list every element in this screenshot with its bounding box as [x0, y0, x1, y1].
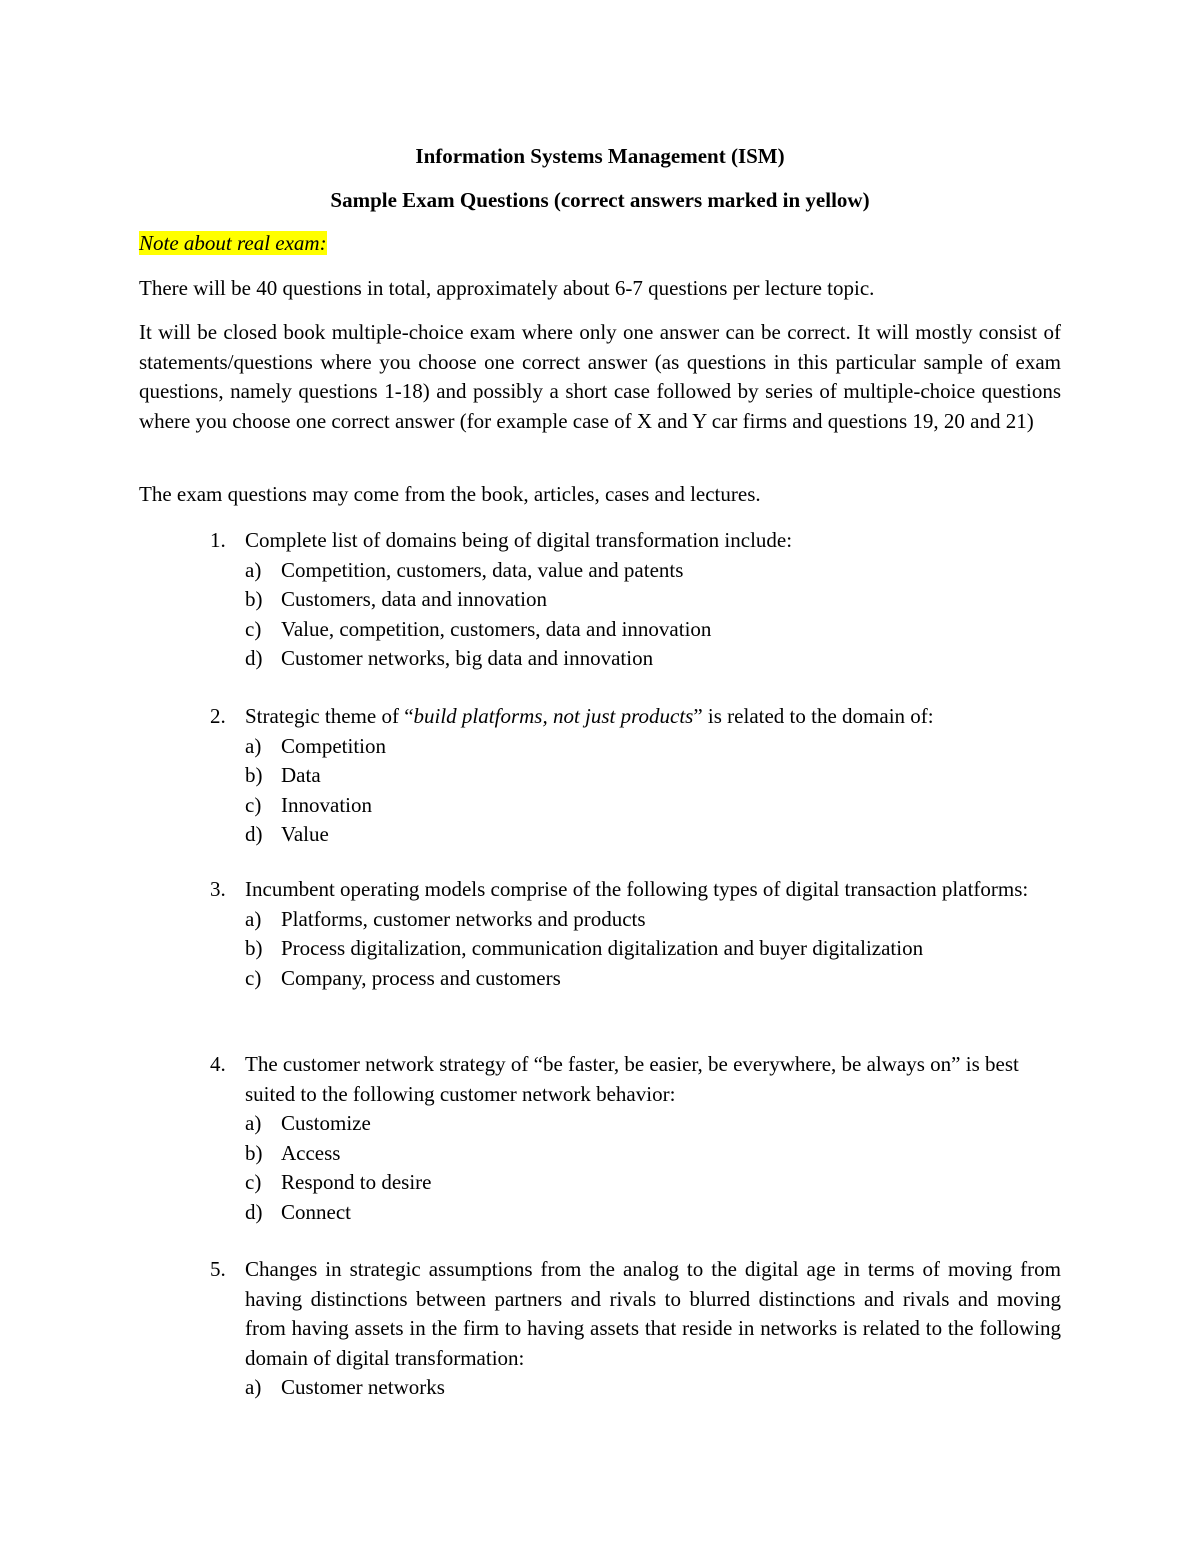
option-letter: b): [245, 587, 263, 611]
option-item: [204, 791, 1061, 821]
question-5: [204, 1255, 1061, 1403]
question-stem: [204, 526, 1061, 556]
document-subtitle: Sample Exam Questions (correct answers marked in yellow): [330, 188, 870, 212]
question-text: Complete list of domains being of digital transformation include:: [245, 528, 793, 552]
intro-paragraph-3: The exam questions may come from the book, articles, cases and lectures.: [139, 482, 761, 506]
option-letter: a): [245, 1111, 262, 1135]
question-4: [204, 1050, 1061, 1227]
question-number: 2.: [210, 704, 226, 728]
question-text: [245, 704, 934, 728]
option-text: Competition: [281, 733, 386, 758]
question-number: 3.: [210, 877, 226, 901]
option-item: [204, 964, 1061, 994]
question-1: [204, 526, 1061, 674]
option-item: [204, 761, 1061, 791]
question-number: 5.: [210, 1257, 226, 1281]
option-item: [204, 1198, 1061, 1228]
option-letter: c): [245, 1170, 262, 1194]
note-label: Note about real exam: [139, 231, 320, 255]
document-page: [139, 0, 1061, 1553]
option-item: [204, 644, 1061, 674]
option-text: Platforms, customer networks and products: [281, 906, 646, 931]
question-stem: [204, 875, 1061, 905]
question-3: [204, 875, 1061, 993]
option-item: [204, 820, 1061, 850]
option-letter: c): [245, 792, 262, 817]
option-text: Access: [281, 1140, 341, 1165]
option-letter: b): [245, 936, 263, 960]
option-item: [204, 1373, 1061, 1403]
option-item: [204, 1139, 1061, 1169]
option-letter: d): [245, 822, 263, 846]
option-letter: b): [245, 763, 263, 787]
option-text: Customer networks, big data and innovation: [281, 646, 654, 670]
option-item: [204, 556, 1061, 586]
option-text: Innovation: [281, 792, 372, 817]
note-colon: :: [319, 231, 327, 255]
option-letter: c): [245, 616, 262, 641]
option-text: Value, competition, customers, data and innovation: [281, 616, 712, 641]
option-text: Customers, data and innovation: [281, 587, 547, 611]
question-text-start: Strategic theme of “: [245, 704, 414, 728]
option-letter: d): [245, 646, 263, 670]
option-text: Customize: [281, 1111, 371, 1135]
options-list: [204, 732, 1061, 850]
option-text: Connect: [281, 1199, 351, 1224]
question-text: The customer network strategy of “be faster, be easier, be everywhere, be always on” is best suited to the following customer network behavior:: [245, 1052, 1019, 1106]
document-title: Information Systems Management (ISM): [415, 144, 785, 168]
option-item: [204, 905, 1061, 935]
option-letter: a): [245, 1375, 262, 1399]
option-item: [204, 1109, 1061, 1139]
option-letter: d): [245, 1199, 263, 1224]
option-text: Data: [281, 763, 321, 787]
intro-paragraph-1: There will be 40 questions in total, approximately about 6-7 questions per lecture topic.: [139, 276, 875, 300]
option-letter: a): [245, 733, 262, 758]
option-item: [204, 615, 1061, 645]
option-text: Customer networks: [281, 1375, 445, 1399]
question-number: 1.: [210, 528, 226, 552]
option-text: Company, process and customers: [281, 965, 561, 990]
question-number: 4.: [210, 1052, 226, 1076]
option-text: Competition, customers, data, value and patents: [281, 557, 684, 582]
question-stem: [204, 1255, 1061, 1373]
question-2: [204, 702, 1061, 850]
option-letter: b): [245, 1140, 263, 1165]
option-item: [204, 934, 1061, 964]
option-letter: c): [245, 965, 262, 990]
question-stem: [204, 1050, 1061, 1109]
question-text: Changes in strategic assumptions from the analog to the digital age in terms of moving from having distinctions between partners and rivals to blurred distinctions and rivals and moving from having assets in the firm to having assets that reside in networks is related to the following domain of digital transformation:: [245, 1257, 1061, 1370]
options-list: [204, 556, 1061, 674]
option-letter: a): [245, 557, 262, 582]
option-item: [204, 1168, 1061, 1198]
option-item: [204, 732, 1061, 762]
option-text: Respond to desire: [281, 1170, 432, 1194]
question-text: Incumbent operating models comprise of the following types of digital transaction platforms:: [245, 877, 1029, 901]
option-letter: a): [245, 906, 262, 931]
option-text: Value: [281, 822, 329, 846]
options-list: [204, 1373, 1061, 1403]
option-text: Process digitalization, communication digitalization and buyer digitalization: [281, 936, 924, 960]
note-line: [139, 229, 1061, 259]
option-item: [204, 585, 1061, 615]
question-text-end: ” is related to the domain of:: [693, 704, 934, 728]
intro-paragraph-2: It will be closed book multiple-choice exam where only one answer can be correct. It will mostly consist of statements/questions where you choose one correct answer (as questions in this particular sample of exam questions, namely questions 1-18) and possibly a short case followed by series of multiple-choice questions where you choose one correct answer (for example case of X and Y car firms and questions 19, 20 and 21): [139, 320, 1061, 433]
options-list: [204, 905, 1061, 994]
question-stem: [204, 702, 1061, 732]
options-list: [204, 1109, 1061, 1227]
question-text-quote: build platforms, not just products: [413, 704, 694, 728]
